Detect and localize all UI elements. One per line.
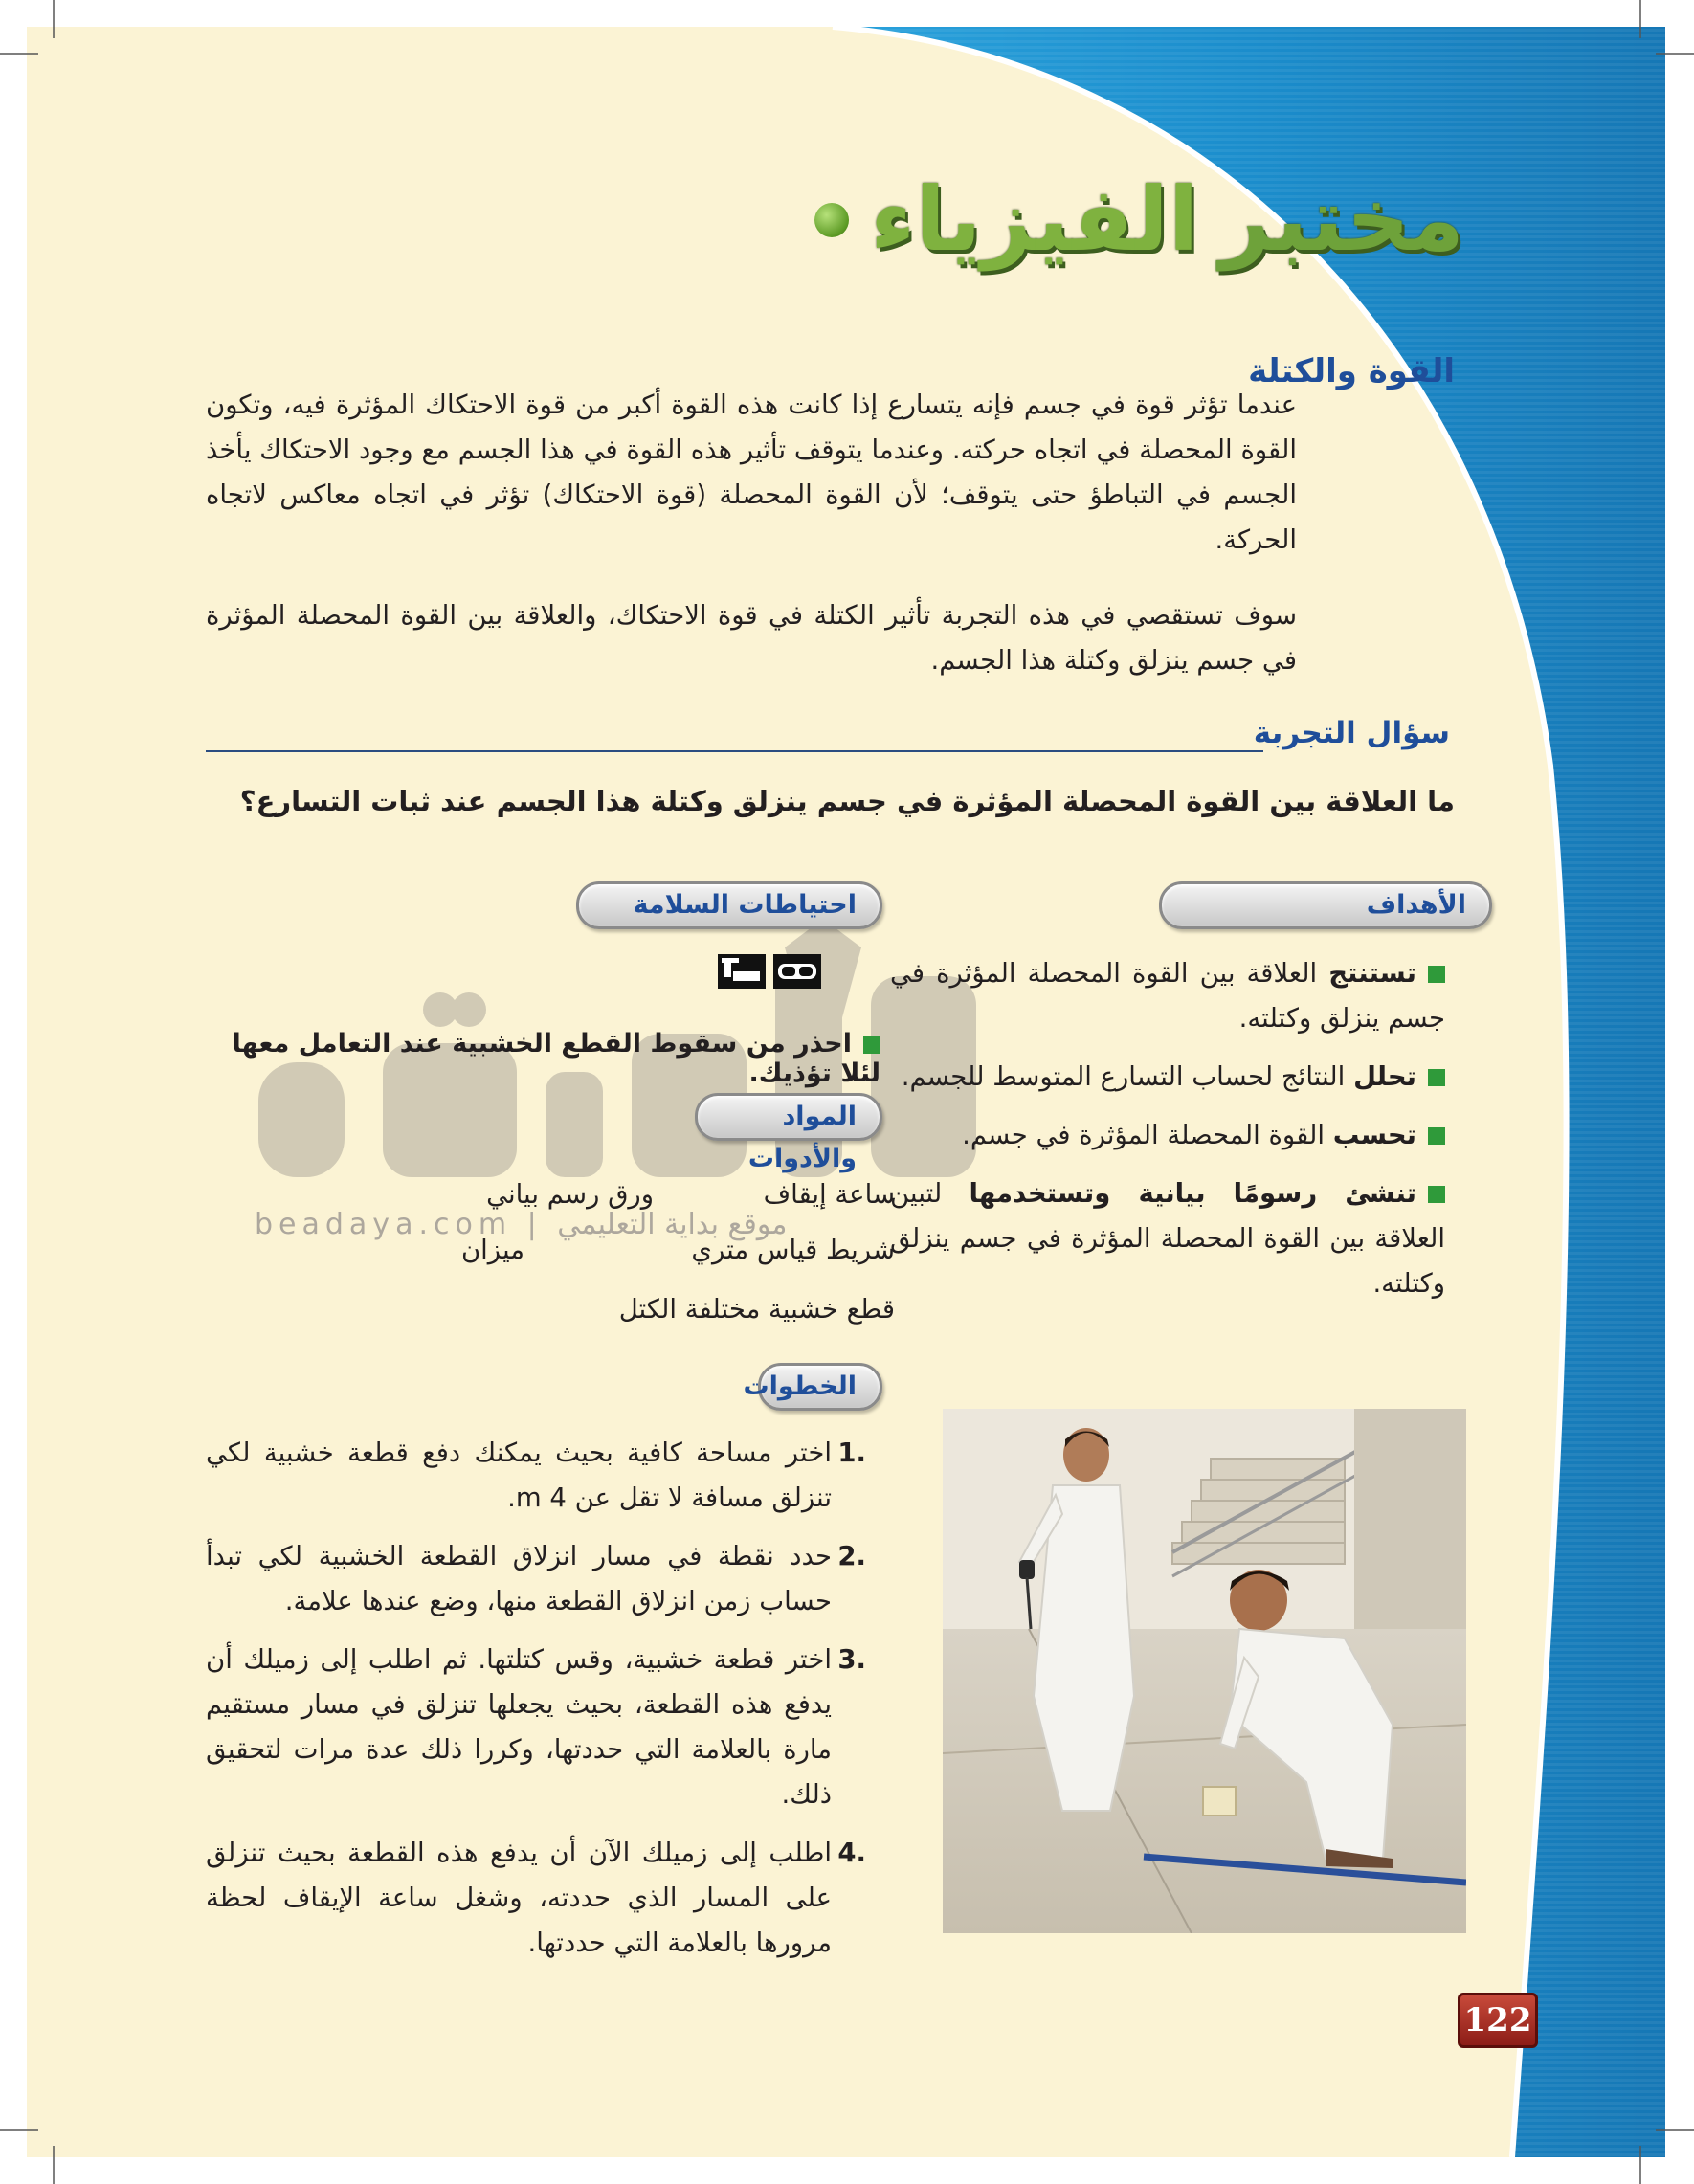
- safety-text: [211, 1029, 880, 1088]
- steps-list: [206, 1431, 866, 1979]
- title-word-lab: مختبر: [1219, 168, 1464, 271]
- safety-icons: [718, 954, 821, 989]
- watermark-caption: beadaya.com | موقع بداية التعليمي: [255, 1208, 788, 1241]
- goal-text: النتائج لحساب التسارع المتوسط للجسم.: [901, 1061, 1354, 1092]
- question-text: ما العلاقة بين القوة المحصلة المؤثرة في جسم ينزلق وكتلة هذا الجسم عند ثبات التسارع؟: [239, 785, 1455, 817]
- safety-warning: احذر من سقوط القطع الخشبية عند التعامل معها لئلا تؤذيك.: [232, 1029, 880, 1088]
- goal-item: [890, 1113, 1445, 1158]
- square-bullet-icon: [863, 1036, 880, 1054]
- goal-verb: تحلل: [1353, 1061, 1416, 1092]
- page-title: [814, 163, 1464, 278]
- goal-text: القوة المحصلة المؤثرة في جسم.: [962, 1120, 1333, 1150]
- intro-paragraph-2: سوف تستقصي في هذه التجربة تأثير الكتلة في قوة الاحتكاك، والعلاقة بين القوة المحصلة المؤثرة في جسم ينزلق وكتلة هذا الجسم.: [206, 600, 1297, 676]
- step-item: [206, 1638, 866, 1817]
- question-divider: [206, 750, 1263, 752]
- goal-verb: تستنتج: [1328, 958, 1416, 989]
- section-heading: القوة والكتلة: [1248, 352, 1455, 390]
- title-word-physics: الفيزياء: [870, 168, 1199, 271]
- step-number: .3: [837, 1644, 866, 1675]
- square-bullet-icon: [1428, 966, 1445, 983]
- safety-heading: احتياطات السلامة: [576, 881, 882, 929]
- step-text: اختر قطعة خشبية، وقس كتلتها. ثم اطلب إلى زميلك أن يدفع هذه القطعة، بحيث يجعلها تنزلق في مسار مستقيم مارة بالعلامة التي حددتها، وكررا ذلك عدة مرات لتحقيق ذلك.: [206, 1644, 832, 1810]
- goal-item: [890, 951, 1445, 1041]
- goals-heading: الأهداف: [1159, 881, 1492, 929]
- goal-item: [890, 1171, 1445, 1306]
- steps-heading: الخطوات: [758, 1363, 882, 1411]
- goggles-icon: [773, 954, 821, 989]
- hand-wash-icon: [718, 954, 766, 989]
- step-number: .1: [837, 1437, 866, 1468]
- question-heading: سؤال التجربة: [1253, 716, 1450, 750]
- material-item: ساعة إيقاف: [763, 1179, 895, 1210]
- step-number: .4: [837, 1838, 866, 1868]
- step-item: [206, 1431, 866, 1521]
- materials-heading: المواد والأدوات: [695, 1093, 882, 1141]
- square-bullet-icon: [1428, 1069, 1445, 1086]
- material-item: قطع خشبية مختلفة الكتل: [618, 1294, 895, 1325]
- goals-list: [890, 951, 1445, 1320]
- goal-text: العلاقة بين القوة المحصلة المؤثرة في جسم ينزلق وكتلته.: [890, 958, 1445, 1034]
- step-text: اختر مساحة كافية بحيث يمكنك دفع قطعة خشبية لكي تنزلق مسافة لا تقل عن 4 m.: [206, 1437, 832, 1513]
- goal-text: لتبين العلاقة بين القوة المحصلة المؤثرة في جسم ينزلق وكتلته.: [890, 1178, 1445, 1299]
- goal-item: [890, 1055, 1445, 1100]
- goal-verb: تحسب: [1332, 1120, 1416, 1150]
- experiment-photo: [943, 1409, 1466, 1933]
- square-bullet-icon: [1428, 1127, 1445, 1145]
- step-text: حدد نقطة في مسار انزلاق القطعة الخشبية لكي تبدأ حساب زمن انزلاق القطعة منها، وضع عندها علامة.: [206, 1541, 832, 1616]
- goal-verb: تنشئ رسومًا بيانية وتستخدمها: [969, 1178, 1417, 1209]
- material-item: ميزان: [460, 1235, 524, 1265]
- step-item: [206, 1831, 866, 1966]
- step-item: [206, 1534, 866, 1624]
- square-bullet-icon: [1428, 1186, 1445, 1203]
- step-text: اطلب إلى زميلك الآن أن يدفع هذه القطعة بحيث تنزلق على المسار الذي حددته، وشغل ساعة الإيقاف لحظة مرورها بالعلامة التي حددتها.: [206, 1838, 832, 1958]
- page-number-badge: 122: [1458, 1993, 1538, 2048]
- material-item: شريط قياس متري: [691, 1235, 895, 1265]
- intro-paragraph-1: عندما تؤثر قوة في جسم فإنه يتسارع إذا كانت هذه القوة أكبر من قوة الاحتكاك المؤثرة فيه، وتكون القوة المحصلة في اتجاه حركته. وعندما يتوقف تأثير هذه القوة في هذا الجسم مع وجود الاحتكاك يأخذ الجسم في التباطؤ حتى يتوقف؛ لأن القوة المحصلة (قوة الاحتكاك) تؤثر في اتجاه معاكس لاتجاه الحركة.: [206, 390, 1297, 555]
- material-item: ورق رسم بياني: [486, 1179, 654, 1210]
- step-number: .2: [837, 1541, 866, 1571]
- title-dot-icon: [814, 203, 849, 237]
